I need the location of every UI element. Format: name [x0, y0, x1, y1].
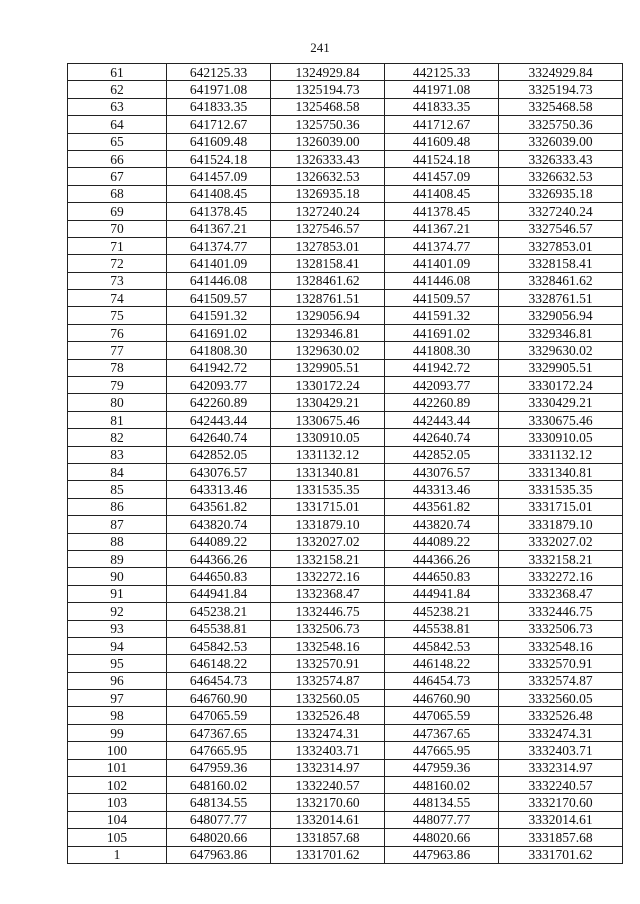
coordinate-cell: 447963.86 — [385, 846, 499, 863]
coordinate-cell: 3330675.46 — [499, 411, 623, 428]
coordinate-cell: 444941.84 — [385, 585, 499, 602]
table-row — [68, 516, 623, 533]
coordinate-cell: 646454.73 — [167, 672, 271, 689]
coordinate-cell: 641446.08 — [167, 272, 271, 289]
coordinate-cell: 644089.22 — [167, 533, 271, 550]
point-number-cell: 93 — [68, 620, 167, 637]
coordinate-cell: 641374.77 — [167, 237, 271, 254]
coordinate-cell: 3332570.91 — [499, 655, 623, 672]
coordinate-cell: 441446.08 — [385, 272, 499, 289]
coordinate-cell: 1331715.01 — [271, 498, 385, 515]
coordinate-cell: 3332446.75 — [499, 603, 623, 620]
coordinate-cell: 443820.74 — [385, 516, 499, 533]
table-row — [68, 133, 623, 150]
table-row — [68, 324, 623, 341]
table-row — [68, 742, 623, 759]
coordinate-cell: 1328761.51 — [271, 290, 385, 307]
coordinate-cell: 642640.74 — [167, 429, 271, 446]
coordinate-cell: 441378.45 — [385, 203, 499, 220]
coordinate-cell: 645238.21 — [167, 603, 271, 620]
point-number-cell: 63 — [68, 98, 167, 115]
coordinate-cell: 3332014.61 — [499, 811, 623, 828]
point-number-cell: 82 — [68, 429, 167, 446]
coordinate-cell: 641942.72 — [167, 359, 271, 376]
coordinate-cell: 641524.18 — [167, 150, 271, 167]
coordinate-cell: 1332570.91 — [271, 655, 385, 672]
coordinate-cell: 1332506.73 — [271, 620, 385, 637]
coordinate-cell: 1332560.05 — [271, 690, 385, 707]
coordinate-cell: 3332548.16 — [499, 637, 623, 654]
coordinate-cell: 441942.72 — [385, 359, 499, 376]
coordinate-cell: 3332272.16 — [499, 568, 623, 585]
coordinate-cell: 1326935.18 — [271, 185, 385, 202]
coordinate-cell: 1327546.57 — [271, 220, 385, 237]
coordinate-cell: 442260.89 — [385, 394, 499, 411]
coordinate-cell: 443313.46 — [385, 481, 499, 498]
coordinate-cell: 446148.22 — [385, 655, 499, 672]
coordinate-cell: 641378.45 — [167, 203, 271, 220]
table-row — [68, 81, 623, 98]
table-row — [68, 724, 623, 741]
coordinate-cell: 1329056.94 — [271, 307, 385, 324]
coordinate-cell: 448020.66 — [385, 829, 499, 846]
coordinate-cell: 1332403.71 — [271, 742, 385, 759]
table-row — [68, 759, 623, 776]
point-number-cell: 70 — [68, 220, 167, 237]
coordinate-cell: 1330172.24 — [271, 377, 385, 394]
coordinate-cell: 3332403.71 — [499, 742, 623, 759]
table-row — [68, 550, 623, 567]
coordinate-cell: 3327546.57 — [499, 220, 623, 237]
coordinate-cell: 441401.09 — [385, 255, 499, 272]
coordinate-cell: 1332548.16 — [271, 637, 385, 654]
table-row — [68, 185, 623, 202]
coordinate-cell: 642852.05 — [167, 446, 271, 463]
coordinate-cell: 445238.21 — [385, 603, 499, 620]
coordinate-cell: 642443.44 — [167, 411, 271, 428]
coordinate-cell: 641401.09 — [167, 255, 271, 272]
coordinate-cell: 441971.08 — [385, 81, 499, 98]
coordinate-cell: 643820.74 — [167, 516, 271, 533]
coordinate-cell: 3332560.05 — [499, 690, 623, 707]
coordinate-cell: 3324929.84 — [499, 64, 623, 81]
table-row — [68, 342, 623, 359]
coordinate-cell: 445538.81 — [385, 620, 499, 637]
coordinate-cell: 647367.65 — [167, 724, 271, 741]
coordinate-cell: 3332574.87 — [499, 672, 623, 689]
coordinate-cell: 3327240.24 — [499, 203, 623, 220]
coordinate-cell: 3332158.21 — [499, 550, 623, 567]
point-number-cell: 96 — [68, 672, 167, 689]
coordinate-cell: 642125.33 — [167, 64, 271, 81]
point-number-cell: 97 — [68, 690, 167, 707]
coordinate-cell: 3331701.62 — [499, 846, 623, 863]
coordinate-cell: 1330429.21 — [271, 394, 385, 411]
coordinate-cell: 641971.08 — [167, 81, 271, 98]
point-number-cell: 61 — [68, 64, 167, 81]
coordinates-table-body — [68, 64, 623, 864]
coordinate-cell: 1324929.84 — [271, 64, 385, 81]
coordinate-cell: 1331701.62 — [271, 846, 385, 863]
coordinate-cell: 3328461.62 — [499, 272, 623, 289]
coordinate-cell: 1331132.12 — [271, 446, 385, 463]
coordinate-cell: 3330172.24 — [499, 377, 623, 394]
coordinate-cell: 641367.21 — [167, 220, 271, 237]
coordinate-cell: 1328461.62 — [271, 272, 385, 289]
coordinate-cell: 1332574.87 — [271, 672, 385, 689]
point-number-cell: 73 — [68, 272, 167, 289]
table-row — [68, 672, 623, 689]
coordinate-cell: 647959.36 — [167, 759, 271, 776]
coordinate-cell: 3326935.18 — [499, 185, 623, 202]
point-number-cell: 91 — [68, 585, 167, 602]
point-number-cell: 72 — [68, 255, 167, 272]
table-row — [68, 98, 623, 115]
coordinate-cell: 3330429.21 — [499, 394, 623, 411]
coordinate-cell: 443561.82 — [385, 498, 499, 515]
table-row — [68, 829, 623, 846]
point-number-cell: 92 — [68, 603, 167, 620]
coordinate-cell: 643561.82 — [167, 498, 271, 515]
table-row — [68, 377, 623, 394]
coordinate-cell: 3328761.51 — [499, 290, 623, 307]
coordinate-cell: 441509.57 — [385, 290, 499, 307]
coordinate-cell: 442093.77 — [385, 377, 499, 394]
point-number-cell: 65 — [68, 133, 167, 150]
coordinate-cell: 3330910.05 — [499, 429, 623, 446]
point-number-cell: 86 — [68, 498, 167, 515]
point-number-cell: 64 — [68, 116, 167, 133]
coordinate-cell: 443076.57 — [385, 463, 499, 480]
table-row — [68, 533, 623, 550]
coordinate-cell: 3331340.81 — [499, 463, 623, 480]
point-number-cell: 75 — [68, 307, 167, 324]
table-row — [68, 64, 623, 81]
coordinate-cell: 1332170.60 — [271, 794, 385, 811]
table-row — [68, 290, 623, 307]
coordinate-cell: 444089.22 — [385, 533, 499, 550]
coordinate-cell: 3325194.73 — [499, 81, 623, 98]
coordinate-cell: 1332368.47 — [271, 585, 385, 602]
table-row — [68, 568, 623, 585]
coordinate-cell: 642260.89 — [167, 394, 271, 411]
point-number-cell: 98 — [68, 707, 167, 724]
coordinate-cell: 641833.35 — [167, 98, 271, 115]
point-number-cell: 80 — [68, 394, 167, 411]
coordinate-cell: 647963.86 — [167, 846, 271, 863]
coordinate-cell: 644650.83 — [167, 568, 271, 585]
point-number-cell: 74 — [68, 290, 167, 307]
coordinate-cell: 1331879.10 — [271, 516, 385, 533]
point-number-cell: 85 — [68, 481, 167, 498]
coordinate-cell: 448077.77 — [385, 811, 499, 828]
coordinate-cell: 445842.53 — [385, 637, 499, 654]
table-row — [68, 794, 623, 811]
coordinate-cell: 646148.22 — [167, 655, 271, 672]
point-number-cell: 95 — [68, 655, 167, 672]
table-row — [68, 603, 623, 620]
coordinate-cell: 3325468.58 — [499, 98, 623, 115]
table-row — [68, 498, 623, 515]
coordinate-cell: 648160.02 — [167, 777, 271, 794]
coordinate-cell: 441591.32 — [385, 307, 499, 324]
coordinate-cell: 1330675.46 — [271, 411, 385, 428]
table-row — [68, 690, 623, 707]
coordinate-cell: 648020.66 — [167, 829, 271, 846]
point-number-cell: 68 — [68, 185, 167, 202]
table-row — [68, 777, 623, 794]
coordinate-cell: 1327853.01 — [271, 237, 385, 254]
point-number-cell: 67 — [68, 168, 167, 185]
coordinate-cell: 441691.02 — [385, 324, 499, 341]
coordinate-cell: 648134.55 — [167, 794, 271, 811]
coordinate-cell: 448134.55 — [385, 794, 499, 811]
table-row — [68, 255, 623, 272]
coordinate-cell: 1331535.35 — [271, 481, 385, 498]
coordinate-cell: 1332240.57 — [271, 777, 385, 794]
point-number-cell: 105 — [68, 829, 167, 846]
coordinate-cell: 641457.09 — [167, 168, 271, 185]
point-number-cell: 100 — [68, 742, 167, 759]
coordinate-cell: 3329630.02 — [499, 342, 623, 359]
coordinates-table — [67, 63, 623, 864]
coordinate-cell: 1332027.02 — [271, 533, 385, 550]
coordinate-cell: 3328158.41 — [499, 255, 623, 272]
coordinate-cell: 447065.59 — [385, 707, 499, 724]
coordinate-cell: 1326039.00 — [271, 133, 385, 150]
coordinate-cell: 441457.09 — [385, 168, 499, 185]
coordinate-cell: 1332014.61 — [271, 811, 385, 828]
coordinate-cell: 641712.67 — [167, 116, 271, 133]
coordinate-cell: 3329346.81 — [499, 324, 623, 341]
coordinate-cell: 442443.44 — [385, 411, 499, 428]
coordinate-cell: 3329905.51 — [499, 359, 623, 376]
coordinate-cell: 444650.83 — [385, 568, 499, 585]
coordinate-cell: 645842.53 — [167, 637, 271, 654]
coordinate-cell: 647065.59 — [167, 707, 271, 724]
coordinate-cell: 643313.46 — [167, 481, 271, 498]
coordinate-cell: 642093.77 — [167, 377, 271, 394]
coordinate-cell: 441374.77 — [385, 237, 499, 254]
coordinate-cell: 1332446.75 — [271, 603, 385, 620]
coordinate-cell: 1328158.41 — [271, 255, 385, 272]
coordinate-cell: 643076.57 — [167, 463, 271, 480]
coordinate-cell: 644941.84 — [167, 585, 271, 602]
coordinate-cell: 447959.36 — [385, 759, 499, 776]
coordinate-cell: 3332170.60 — [499, 794, 623, 811]
table-row — [68, 637, 623, 654]
coordinate-cell: 1325468.58 — [271, 98, 385, 115]
coordinate-cell: 1332314.97 — [271, 759, 385, 776]
point-number-cell: 84 — [68, 463, 167, 480]
coordinate-cell: 648077.77 — [167, 811, 271, 828]
coordinate-cell: 641691.02 — [167, 324, 271, 341]
coordinate-cell: 441833.35 — [385, 98, 499, 115]
table-row — [68, 585, 623, 602]
table-row — [68, 463, 623, 480]
table-row — [68, 446, 623, 463]
coordinate-cell: 446454.73 — [385, 672, 499, 689]
table-row — [68, 846, 623, 863]
coordinate-cell: 3326333.43 — [499, 150, 623, 167]
table-row — [68, 116, 623, 133]
table-row — [68, 481, 623, 498]
coordinate-cell: 3329056.94 — [499, 307, 623, 324]
point-number-cell: 90 — [68, 568, 167, 585]
coordinate-cell: 446760.90 — [385, 690, 499, 707]
point-number-cell: 102 — [68, 777, 167, 794]
point-number-cell: 69 — [68, 203, 167, 220]
coordinate-cell: 1331340.81 — [271, 463, 385, 480]
coordinate-cell: 441408.45 — [385, 185, 499, 202]
coordinate-cell: 3331132.12 — [499, 446, 623, 463]
coordinate-cell: 1327240.24 — [271, 203, 385, 220]
coordinate-cell: 441367.21 — [385, 220, 499, 237]
point-number-cell: 77 — [68, 342, 167, 359]
coordinate-cell: 645538.81 — [167, 620, 271, 637]
table-row — [68, 429, 623, 446]
page-number: 241 — [310, 40, 330, 55]
coordinate-cell: 647665.95 — [167, 742, 271, 759]
coordinate-cell: 1326333.43 — [271, 150, 385, 167]
coordinate-cell: 3332240.57 — [499, 777, 623, 794]
point-number-cell: 99 — [68, 724, 167, 741]
point-number-cell: 1 — [68, 846, 167, 863]
coordinate-cell: 3326039.00 — [499, 133, 623, 150]
point-number-cell: 103 — [68, 794, 167, 811]
point-number-cell: 87 — [68, 516, 167, 533]
table-row — [68, 411, 623, 428]
table-row — [68, 394, 623, 411]
point-number-cell: 83 — [68, 446, 167, 463]
coordinate-cell: 447367.65 — [385, 724, 499, 741]
coordinate-cell: 1329905.51 — [271, 359, 385, 376]
table-row — [68, 168, 623, 185]
coordinate-cell: 444366.26 — [385, 550, 499, 567]
coordinate-cell: 448160.02 — [385, 777, 499, 794]
coordinate-cell: 3331857.68 — [499, 829, 623, 846]
coordinate-cell: 1325194.73 — [271, 81, 385, 98]
table-row — [68, 620, 623, 637]
coordinate-cell: 1332526.48 — [271, 707, 385, 724]
point-number-cell: 104 — [68, 811, 167, 828]
coordinate-cell: 441524.18 — [385, 150, 499, 167]
point-number-cell: 76 — [68, 324, 167, 341]
coordinate-cell: 3331535.35 — [499, 481, 623, 498]
coordinate-cell: 641609.48 — [167, 133, 271, 150]
coordinate-cell: 441609.48 — [385, 133, 499, 150]
coordinate-cell: 1331857.68 — [271, 829, 385, 846]
point-number-cell: 71 — [68, 237, 167, 254]
coordinate-cell: 3327853.01 — [499, 237, 623, 254]
coordinate-cell: 447665.95 — [385, 742, 499, 759]
coordinate-cell: 442125.33 — [385, 64, 499, 81]
coordinate-cell: 644366.26 — [167, 550, 271, 567]
table-row — [68, 307, 623, 324]
point-number-cell: 94 — [68, 637, 167, 654]
table-row — [68, 272, 623, 289]
coordinate-cell: 1325750.36 — [271, 116, 385, 133]
table-row — [68, 707, 623, 724]
coordinate-cell: 641591.32 — [167, 307, 271, 324]
coordinate-cell: 641408.45 — [167, 185, 271, 202]
table-row — [68, 811, 623, 828]
coordinate-cell: 1332158.21 — [271, 550, 385, 567]
point-number-cell: 81 — [68, 411, 167, 428]
coordinate-cell: 1329346.81 — [271, 324, 385, 341]
coordinate-cell: 3332368.47 — [499, 585, 623, 602]
coordinate-cell: 646760.90 — [167, 690, 271, 707]
coordinate-cell: 1332474.31 — [271, 724, 385, 741]
coordinate-cell: 442640.74 — [385, 429, 499, 446]
coordinate-cell: 1329630.02 — [271, 342, 385, 359]
coordinate-cell: 641509.57 — [167, 290, 271, 307]
coordinate-cell: 3331879.10 — [499, 516, 623, 533]
point-number-cell: 88 — [68, 533, 167, 550]
coordinate-cell: 3331715.01 — [499, 498, 623, 515]
point-number-cell: 62 — [68, 81, 167, 98]
coordinate-cell: 3332506.73 — [499, 620, 623, 637]
coordinate-cell: 3332474.31 — [499, 724, 623, 741]
coordinate-cell: 1332272.16 — [271, 568, 385, 585]
table-row — [68, 655, 623, 672]
coordinate-cell: 641808.30 — [167, 342, 271, 359]
table-row — [68, 359, 623, 376]
coordinate-cell: 3332314.97 — [499, 759, 623, 776]
point-number-cell: 66 — [68, 150, 167, 167]
table-row — [68, 220, 623, 237]
coordinate-cell: 1326632.53 — [271, 168, 385, 185]
point-number-cell: 79 — [68, 377, 167, 394]
coordinate-cell: 1330910.05 — [271, 429, 385, 446]
point-number-cell: 78 — [68, 359, 167, 376]
point-number-cell: 101 — [68, 759, 167, 776]
coordinate-cell: 3325750.36 — [499, 116, 623, 133]
coordinate-cell: 3326632.53 — [499, 168, 623, 185]
coordinate-cell: 3332526.48 — [499, 707, 623, 724]
table-row — [68, 203, 623, 220]
point-number-cell: 89 — [68, 550, 167, 567]
table-row — [68, 150, 623, 167]
coordinate-cell: 442852.05 — [385, 446, 499, 463]
coordinate-cell: 441712.67 — [385, 116, 499, 133]
coordinate-cell: 441808.30 — [385, 342, 499, 359]
coordinate-cell: 3332027.02 — [499, 533, 623, 550]
table-row — [68, 237, 623, 254]
